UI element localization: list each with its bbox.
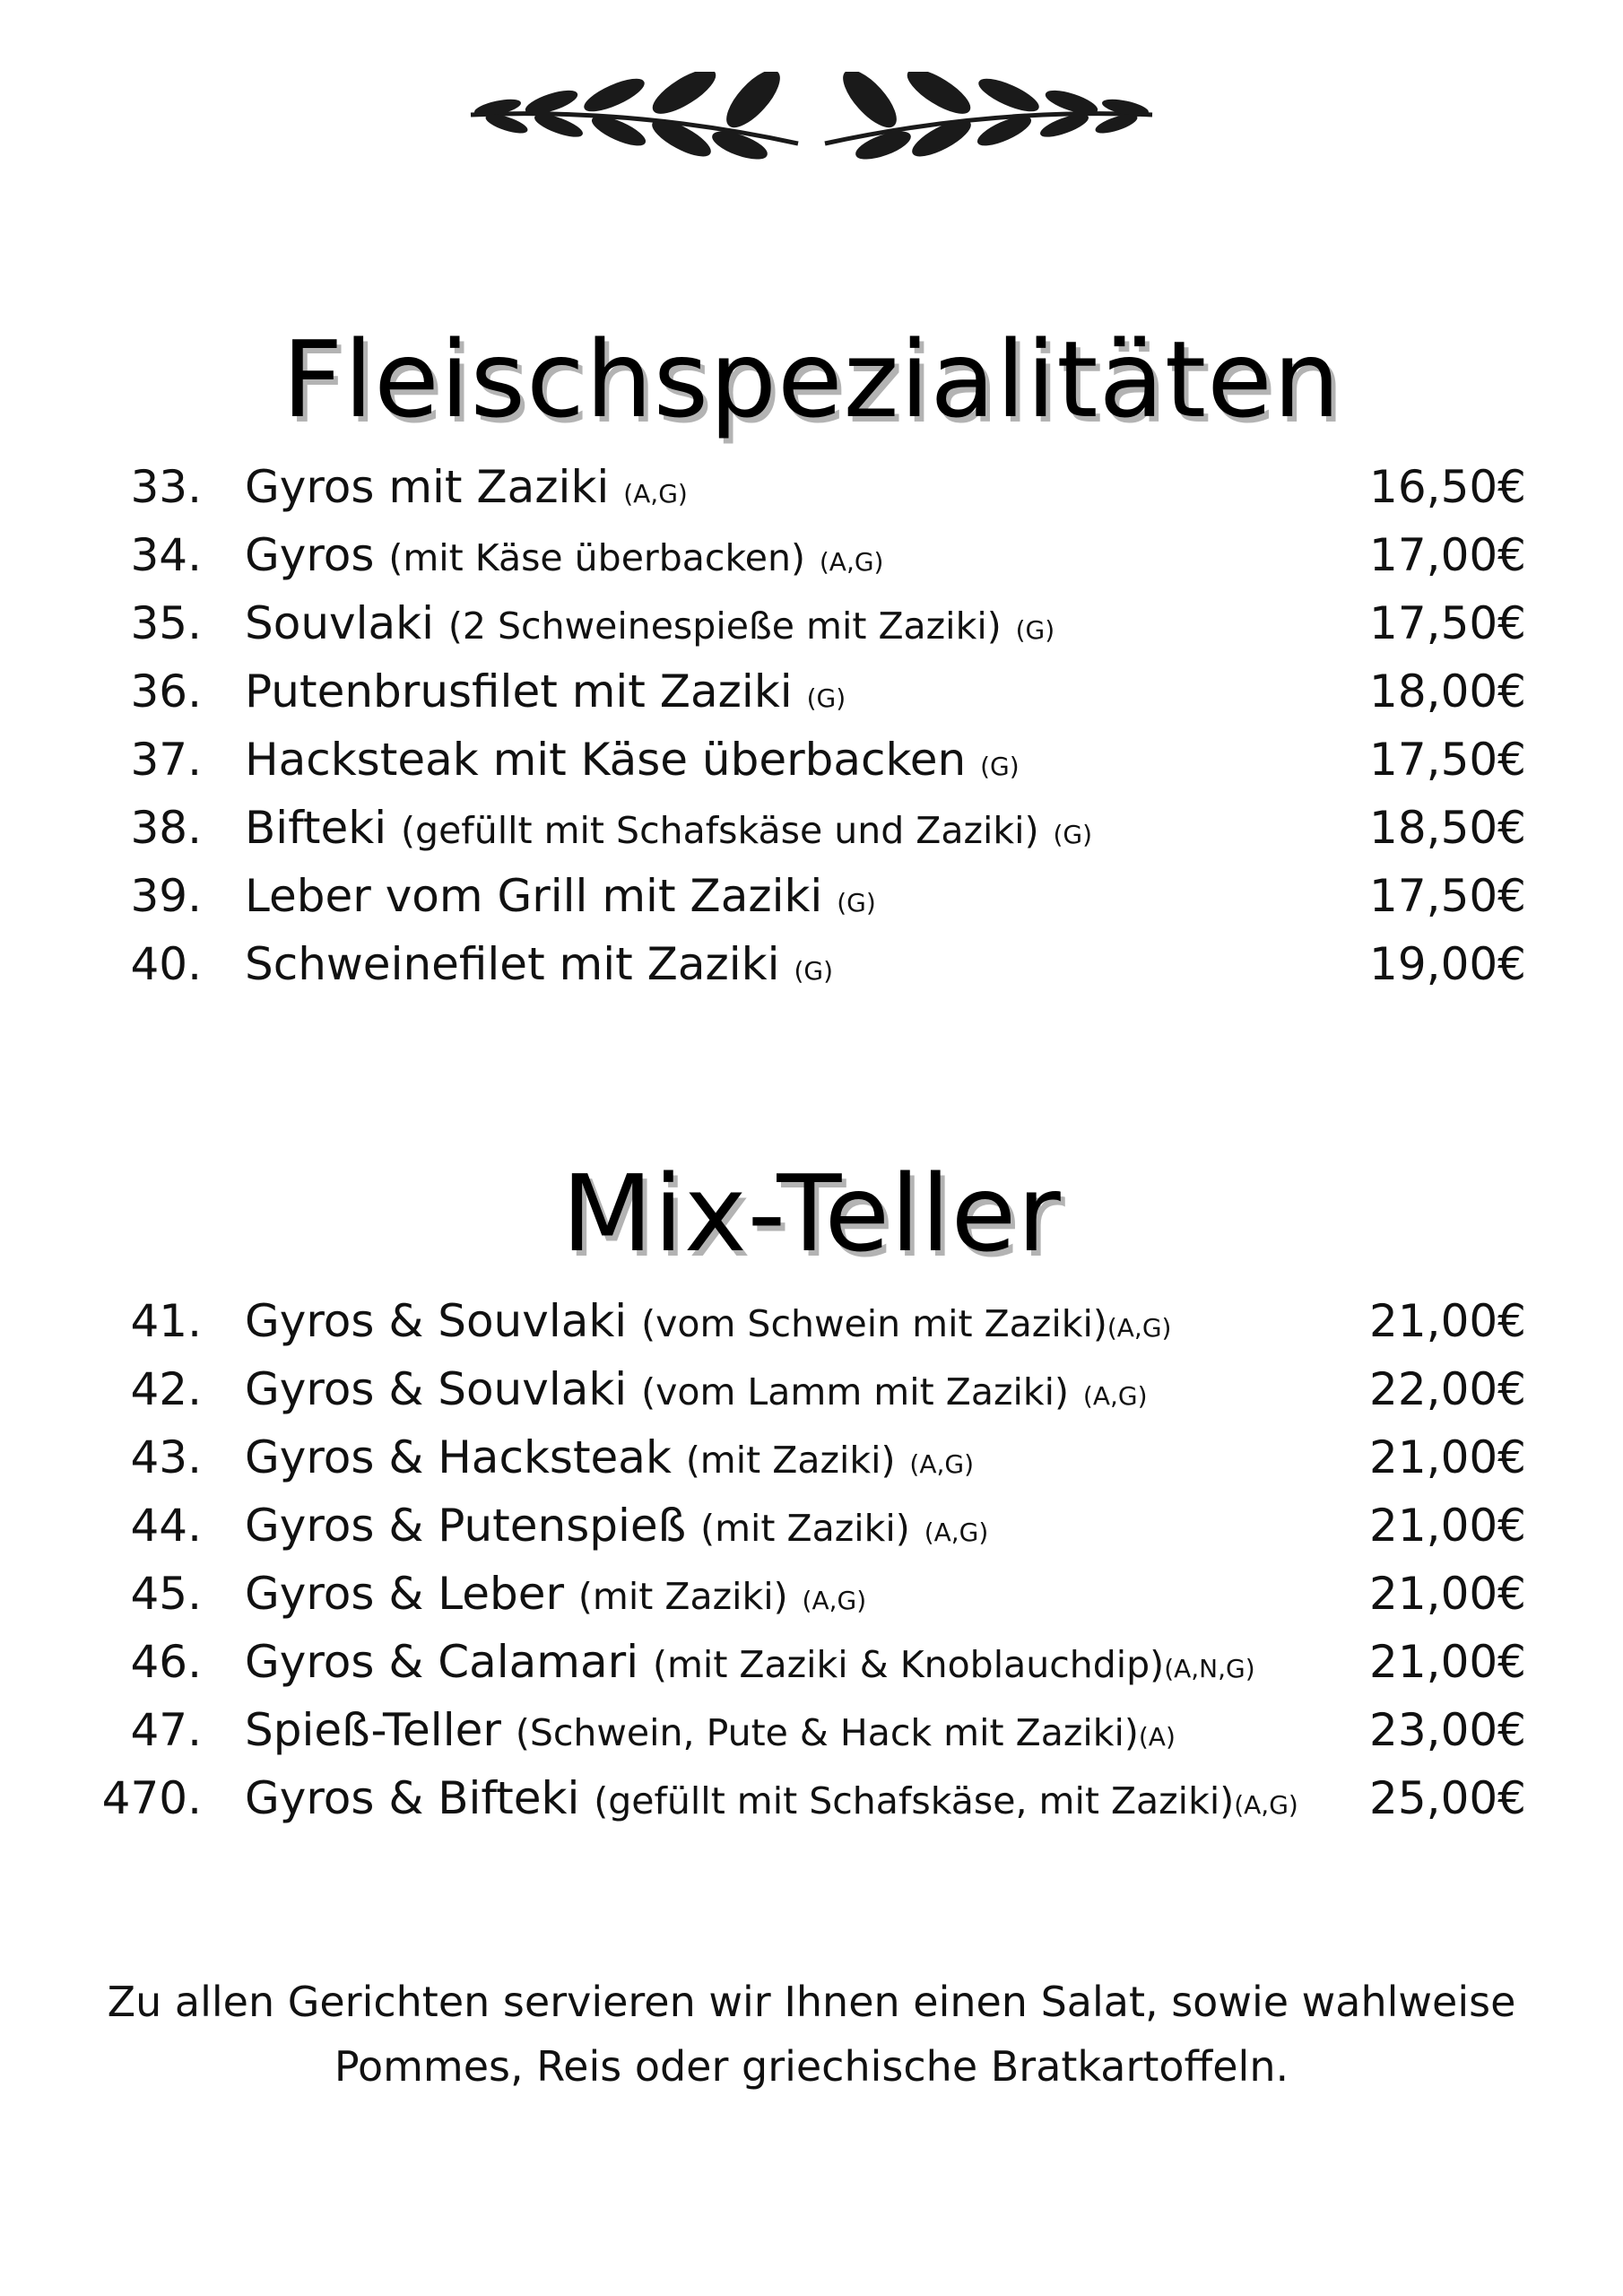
item-name: Putenbrusfilet mit Zaziki [245,665,793,718]
menu-item [0,453,1623,521]
item-number: 43. [130,1431,202,1483]
item-number: 42. [130,1363,202,1415]
menu-item [0,794,1623,862]
item-price: 19,00€ [1369,938,1526,990]
item-text [245,1696,1176,1771]
item-number: 40. [130,938,202,990]
item-number: 34. [130,529,202,581]
menu-item [0,1423,1623,1492]
item-price: 21,00€ [1369,1500,1526,1552]
item-price: 17,50€ [1369,870,1526,922]
item-allergens: (A,G) [924,1518,989,1547]
section-title-mix-teller: Mix-Teller [561,1152,1062,1276]
item-description: (gefüllt mit Schafskäse, mit Zaziki) [594,1779,1235,1822]
footer-note [0,1970,1623,2099]
item-price: 21,00€ [1369,1431,1526,1483]
item-name: Gyros & Souvlaki [245,1363,628,1415]
item-price: 17,50€ [1369,597,1526,649]
item-text [245,1560,866,1635]
item-description: (mit Zaziki) [577,1575,788,1618]
item-text [245,862,876,937]
item-name: Gyros [245,529,375,581]
item-price: 17,50€ [1369,734,1526,786]
item-text [245,589,1055,665]
footer-line: Pommes, Reis oder griechische Bratkartoffeln. [334,2042,1289,2091]
item-price: 18,00€ [1369,665,1526,718]
item-price: 21,00€ [1369,1636,1526,1688]
item-text [245,794,1092,869]
item-name: Bifteki [245,802,387,854]
item-allergens: (A) [1138,1722,1176,1752]
item-allergens: (A,N,G) [1164,1654,1255,1683]
menu-list-mix-teller [0,1287,1623,1832]
menu-item [0,1764,1623,1832]
item-text [245,1355,1148,1431]
laurel-branch-icon [453,72,1170,161]
item-name: Gyros & Hacksteak [245,1431,672,1483]
menu-item [0,1628,1623,1696]
item-allergens: (A,G) [1107,1313,1172,1343]
item-name: Gyros mit Zaziki [245,461,610,513]
menu-item [0,1355,1623,1423]
item-price: 17,00€ [1369,529,1526,581]
item-number: 33. [130,461,202,513]
item-name: Leber vom Grill mit Zaziki [245,870,823,922]
item-text [245,453,688,528]
item-allergens: (A,G) [909,1449,975,1479]
item-description: (mit Käse überbacken) [388,536,805,579]
item-price: 25,00€ [1369,1772,1526,1824]
item-number: 45. [130,1568,202,1620]
menu-item [0,726,1623,794]
item-price: 23,00€ [1369,1704,1526,1756]
item-number: 39. [130,870,202,922]
item-price: 22,00€ [1369,1363,1526,1415]
item-allergens: (A,G) [802,1586,867,1615]
item-allergens: (G) [1015,615,1055,645]
item-allergens: (A,G) [623,479,688,509]
section-title-fleischspezialitaeten: Fleischspezialitäten [282,317,1341,442]
item-text [245,1628,1255,1703]
item-description: (Schwein, Pute & Hack mit Zaziki) [515,1711,1139,1754]
menu-item [0,1560,1623,1628]
item-name: Schweinefilet mit Zaziki [245,938,780,990]
item-price: 16,50€ [1369,461,1526,513]
item-description: (vom Lamm mit Zaziki) [641,1370,1069,1413]
item-allergens: (A,G) [819,547,884,577]
item-description: (mit Zaziki) [685,1439,896,1482]
item-description: (mit Zaziki) [700,1507,910,1550]
item-allergens: (A,G) [1082,1381,1148,1411]
item-name: Souvlaki [245,597,434,649]
item-description: (mit Zaziki & Knoblauchdip) [653,1643,1165,1686]
item-text [245,930,833,1005]
item-price: 21,00€ [1369,1568,1526,1620]
item-description: (vom Schwein mit Zaziki) [641,1302,1107,1345]
menu-item [0,521,1623,589]
item-price: 18,50€ [1369,802,1526,854]
item-text [245,726,1020,801]
item-name: Gyros & Putenspieß [245,1500,687,1552]
item-name: Gyros & Bifteki [245,1772,580,1824]
item-description: (2 Schweinespieße mit Zaziki) [447,604,1002,648]
menu-list-fleischspezialitaeten [0,453,1623,998]
menu-item [0,1696,1623,1764]
item-allergens: (A,G) [1234,1790,1298,1820]
item-number: 46. [130,1636,202,1688]
item-name: Spieß-Teller [245,1704,501,1756]
item-number: 47. [130,1704,202,1756]
item-text [245,1423,974,1499]
item-number: 41. [130,1295,202,1347]
item-allergens: (G) [1053,820,1093,849]
item-number: 38. [130,802,202,854]
menu-item [0,657,1623,726]
item-allergens: (G) [980,752,1020,781]
item-number: 35. [130,597,202,649]
item-allergens: (G) [806,683,846,713]
item-name: Gyros & Calamari [245,1636,639,1688]
menu-item [0,1287,1623,1355]
footer-line: Zu allen Gerichten servieren wir Ihnen einen Salat, sowie wahlweise [107,1978,1516,2026]
item-number: 36. [130,665,202,718]
item-name: Hacksteak mit Käse überbacken [245,734,967,786]
item-number: 44. [130,1500,202,1552]
menu-item [0,589,1623,657]
item-name: Gyros & Leber [245,1568,565,1620]
menu-item [0,862,1623,930]
item-price: 21,00€ [1369,1295,1526,1347]
menu-item [0,1492,1623,1560]
item-description: (gefüllt mit Schafskäse und Zaziki) [401,809,1039,852]
item-number: 470. [101,1772,202,1824]
item-allergens: (G) [794,956,833,986]
item-text [245,657,846,733]
menu-item [0,930,1623,998]
item-text [245,521,883,596]
item-text [245,1287,1171,1362]
item-text [245,1492,988,1567]
item-name: Gyros & Souvlaki [245,1295,628,1347]
item-allergens: (G) [837,888,876,918]
item-number: 37. [130,734,202,786]
item-text [245,1764,1298,1839]
